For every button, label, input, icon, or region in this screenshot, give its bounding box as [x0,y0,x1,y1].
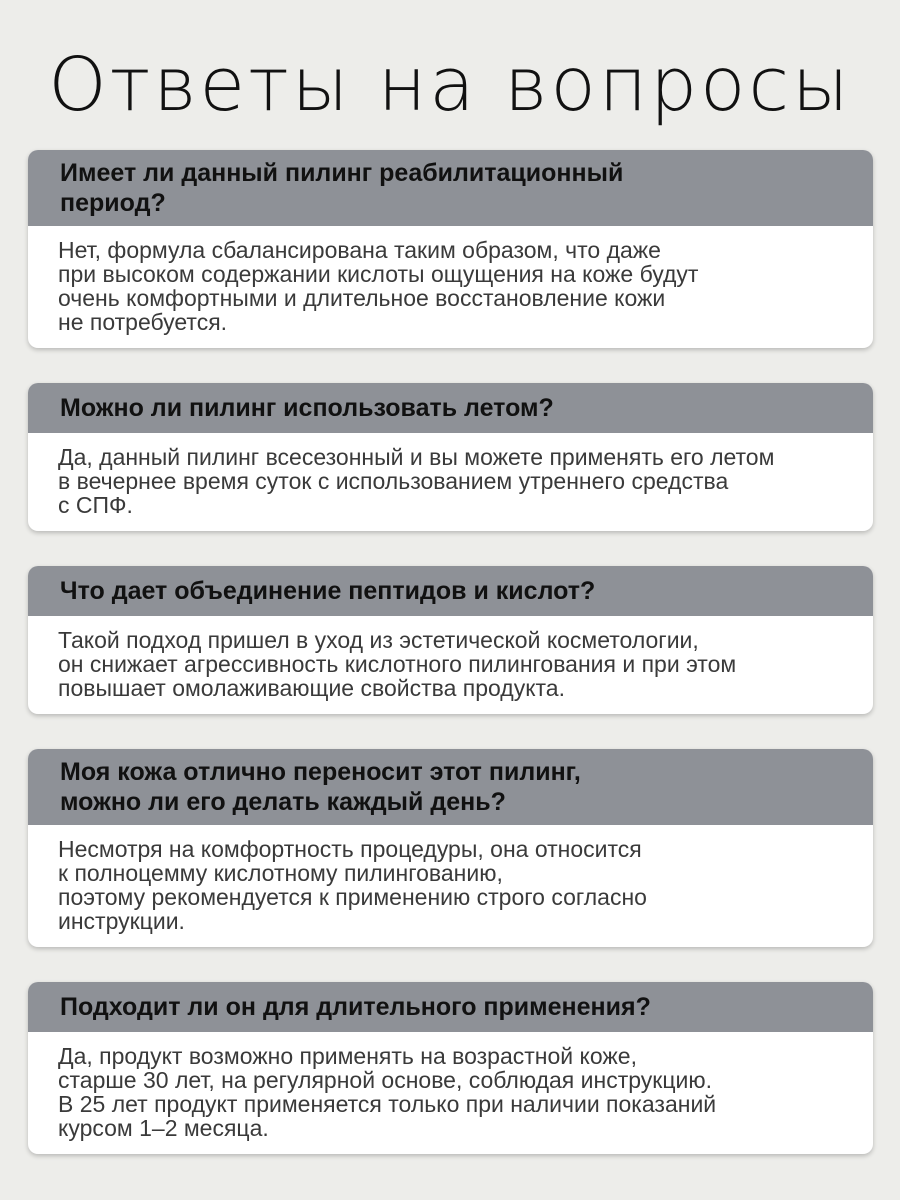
page-title: Ответы на вопросы [48,42,852,128]
faq-card-5 [28,982,873,1154]
faq-card-1 [28,150,873,348]
faq-question-3: Что дает объединение пептидов и кислот? [28,566,873,616]
faq-question-2: Можно ли пилинг использовать летом? [28,383,873,433]
faq-card-4 [28,749,873,947]
faq-answer-1: Нет, формула сбалансирована таким образом, что даже при высоком содержании кислоты ощущения на коже будут очень комфортными и длительное восстановление кожи не потребуется. [58,237,699,335]
faq-card-3 [28,566,873,714]
faq-question-1: Имеет ли данный пилинг реабилитационный период? [28,150,873,226]
faq-answer-5: Да, продукт возможно применять на возрастной коже, старше 30 лет, на регулярной основе, соблюдая инструкцию. В 25 лет продукт применяется только при наличии показаний курсом 1–2 месяца. [58,1043,717,1141]
faq-answer-4: Несмотря на комфортность процедуры, она относится к полноцемму кислотному пилингованию, поэтому рекомендуется к применению строго согласно инструкции. [58,836,647,934]
faq-question-4: Моя кожа отлично переносит этот пилинг, можно ли его делать каждый день? [28,749,873,825]
faq-question-5: Подходит ли он для длительного применения? [28,982,873,1032]
faq-answer-2: Да, данный пилинг всесезонный и вы можете применять его летом в вечернее время суток с использованием утреннего средства с СПФ. [58,444,775,518]
faq-answer-3: Такой подход пришел в уход из эстетической косметологии, он снижает агрессивность кислотного пилингования и при этом повышает омолаживающие свойства продукта. [58,627,737,701]
faq-card-2 [28,383,873,531]
